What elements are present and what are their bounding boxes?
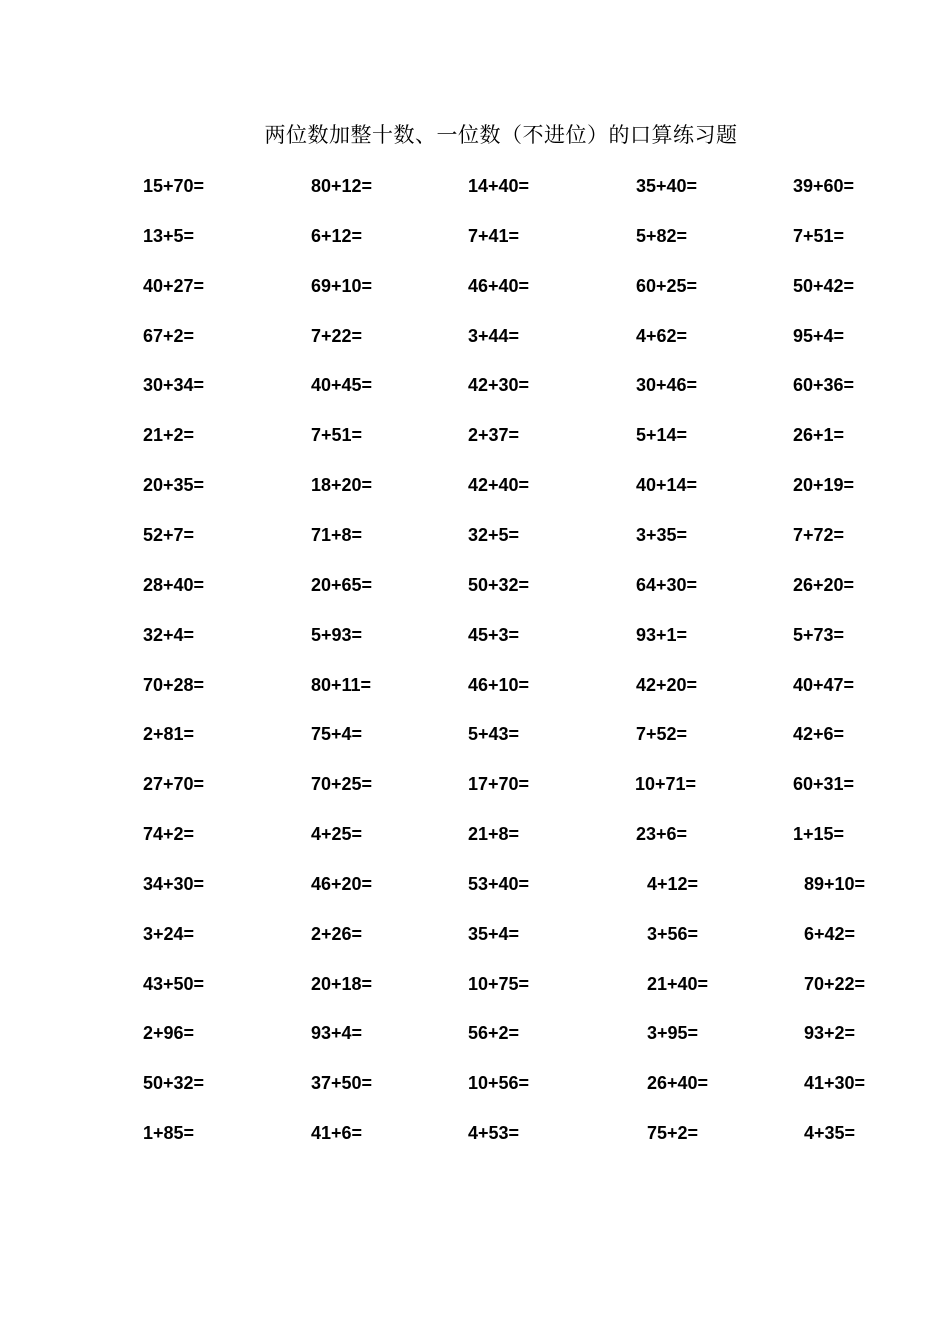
problem-item: 69+10=	[311, 275, 373, 296]
problem-item: 75+4=	[311, 724, 363, 745]
problem-item: 52+7=	[143, 524, 195, 545]
problem-item: 7+22=	[311, 325, 363, 346]
problem-row	[0, 271, 950, 301]
problem-item: 1+15=	[793, 824, 845, 845]
problem-item: 26+20=	[793, 574, 855, 595]
problem-item: 46+10=	[468, 674, 530, 695]
problem-item: 70+28=	[143, 674, 205, 695]
problem-item: 14+40=	[468, 176, 530, 196]
problem-item: 50+32=	[143, 1073, 205, 1094]
problem-item: 18+20=	[311, 475, 373, 496]
problem-row	[0, 171, 950, 201]
problem-row	[0, 1068, 950, 1098]
problem-item: 93+1=	[636, 624, 688, 645]
problem-item: 20+19=	[793, 475, 855, 496]
problem-item: 20+35=	[143, 475, 205, 496]
problem-item: 21+2=	[143, 425, 195, 446]
problem-row	[0, 420, 950, 450]
problem-item: 21+8=	[468, 824, 520, 845]
problem-item: 40+47=	[793, 674, 855, 695]
problem-item: 53+40=	[468, 873, 530, 894]
problem-item: 2+81=	[143, 724, 195, 745]
problem-item: 70+22=	[804, 973, 866, 994]
problem-item: 93+4=	[311, 1023, 363, 1044]
problem-item: 1+85=	[143, 1123, 195, 1144]
problem-row	[0, 470, 950, 500]
problem-item: 10+75=	[468, 973, 530, 994]
problem-item: 10+71=	[635, 774, 697, 795]
problem-item: 6+12=	[311, 225, 363, 246]
problem-item: 7+72=	[793, 524, 845, 545]
problem-item: 3+24=	[143, 923, 195, 944]
problem-item: 5+43=	[468, 724, 520, 745]
problem-item: 5+82=	[636, 225, 688, 246]
problem-item: 20+18=	[311, 973, 373, 994]
problem-item: 4+12=	[647, 873, 699, 894]
problem-item: 26+40=	[647, 1073, 709, 1094]
problem-item: 80+12=	[311, 176, 373, 196]
problem-item: 7+52=	[636, 724, 688, 745]
problem-item: 5+14=	[636, 425, 688, 446]
problem-row	[0, 221, 950, 251]
problem-item: 50+32=	[468, 574, 530, 595]
problem-item: 7+51=	[311, 425, 363, 446]
problem-item: 26+1=	[793, 425, 845, 446]
problem-row	[0, 819, 950, 849]
problem-item: 50+42=	[793, 275, 855, 296]
problem-row	[0, 570, 950, 600]
problem-item: 60+36=	[793, 375, 855, 396]
problem-item: 27+70=	[143, 774, 205, 795]
problem-item: 6+42=	[804, 923, 856, 944]
problem-item: 35+40=	[636, 176, 698, 196]
problem-row	[0, 620, 950, 650]
problem-item: 93+2=	[804, 1023, 856, 1044]
problem-item: 7+51=	[793, 225, 845, 246]
problem-item: 42+30=	[468, 375, 530, 396]
problem-item: 37+50=	[311, 1073, 373, 1094]
problem-item: 46+40=	[468, 275, 530, 296]
problem-item: 40+27=	[143, 275, 205, 296]
problem-item: 41+6=	[311, 1123, 363, 1144]
problem-item: 89+10=	[804, 873, 866, 894]
problem-item: 40+14=	[636, 475, 698, 496]
problem-row	[0, 370, 950, 400]
problem-item: 95+4=	[793, 325, 845, 346]
page-title: 两位数加整十数、一位数（不进位）的口算练习题	[264, 123, 738, 147]
problem-item: 42+6=	[793, 724, 845, 745]
problem-row	[0, 919, 950, 949]
problem-item: 60+25=	[636, 275, 698, 296]
problem-item: 3+56=	[647, 923, 699, 944]
problem-item: 75+2=	[647, 1123, 699, 1144]
problem-item: 5+73=	[793, 624, 845, 645]
problem-item: 4+35=	[804, 1123, 856, 1144]
problem-item: 71+8=	[311, 524, 363, 545]
problem-row	[0, 769, 950, 799]
problem-item: 64+30=	[636, 574, 698, 595]
problem-item: 2+96=	[143, 1023, 195, 1044]
problem-item: 45+3=	[468, 624, 520, 645]
problem-row	[0, 1118, 950, 1148]
problem-item: 4+62=	[636, 325, 688, 346]
problem-item: 13+5=	[143, 225, 195, 246]
problem-item: 40+45=	[311, 375, 373, 396]
problem-item: 3+44=	[468, 325, 520, 346]
problem-item: 17+70=	[468, 774, 530, 795]
problem-item: 67+2=	[143, 325, 195, 346]
problem-item: 10+56=	[468, 1073, 530, 1094]
problem-item: 42+40=	[468, 475, 530, 496]
problem-row	[0, 520, 950, 550]
problem-item: 3+35=	[636, 524, 688, 545]
problem-item: 28+40=	[143, 574, 205, 595]
problem-row	[0, 969, 950, 999]
problem-item: 46+20=	[311, 873, 373, 894]
problem-row	[0, 869, 950, 899]
problem-item: 5+93=	[311, 624, 363, 645]
problem-item: 56+2=	[468, 1023, 520, 1044]
problem-item: 34+30=	[143, 873, 205, 894]
problem-item: 43+50=	[143, 973, 205, 994]
problem-row	[0, 670, 950, 700]
problem-item: 70+25=	[311, 774, 373, 795]
problem-item: 60+31=	[793, 774, 855, 795]
problem-item: 3+95=	[647, 1023, 699, 1044]
problem-item: 23+6=	[636, 824, 688, 845]
problem-item: 21+40=	[647, 973, 709, 994]
problem-item: 30+46=	[636, 375, 698, 396]
problem-item: 30+34=	[143, 375, 205, 396]
problem-row	[0, 321, 950, 351]
problem-item: 39+60=	[793, 176, 855, 196]
problem-item: 35+4=	[468, 923, 520, 944]
problem-item: 74+2=	[143, 824, 195, 845]
problem-item: 15+70=	[143, 176, 205, 196]
problem-item: 32+5=	[468, 524, 520, 545]
problem-row	[0, 719, 950, 749]
problem-item: 4+53=	[468, 1123, 520, 1144]
problem-item: 41+30=	[804, 1073, 866, 1094]
problem-item: 32+4=	[143, 624, 195, 645]
problem-item: 4+25=	[311, 824, 363, 845]
problem-item: 2+26=	[311, 923, 363, 944]
problem-item: 20+65=	[311, 574, 373, 595]
problem-item: 2+37=	[468, 425, 520, 446]
problem-item: 42+20=	[636, 674, 698, 695]
problem-row	[0, 1018, 950, 1048]
problem-item: 7+41=	[468, 225, 520, 246]
problem-item: 80+11=	[311, 674, 372, 695]
